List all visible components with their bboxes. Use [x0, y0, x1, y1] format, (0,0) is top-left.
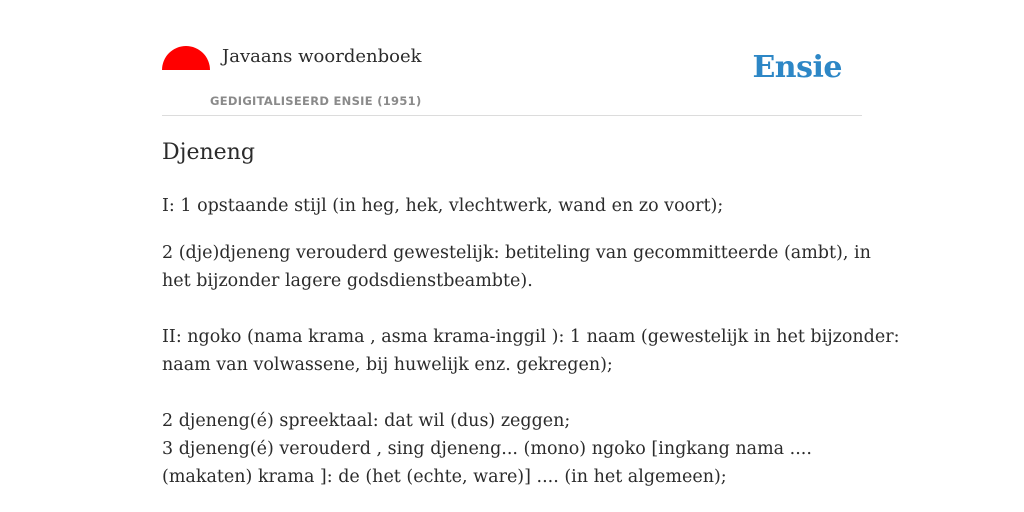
red-half-circle-icon [162, 46, 210, 94]
logo[interactable] [162, 46, 210, 94]
definition-line: naam van volwassene, bij huwelijk enz. gekregen); [162, 355, 613, 375]
page [162, 0, 900, 512]
definition-line: (makaten) krama ]: de (het (echte, ware)] .... (in het algemeen); [162, 467, 727, 487]
site-title[interactable]: Javaans woordenboek [222, 46, 422, 67]
header-divider [162, 115, 862, 116]
site-subtitle: GEDIGITALISEERD ENSIE (1951) [210, 94, 422, 108]
definition-line: 3 djeneng(é) verouderd , sing djeneng... (mono) ngoko [ingkang nama .... [162, 439, 812, 459]
definition-line: het bijzonder lagere godsdienstbeambte). [162, 271, 533, 291]
definition-line: I: 1 opstaande stijl (in heg, hek, vlechtwerk, wand en zo voort); [162, 196, 724, 216]
definition-line: 2 (dje)djeneng verouderd gewestelijk: betiteling van gecommitteerde (ambt), in [162, 243, 871, 263]
brand-logo[interactable]: Ensie [752, 50, 842, 85]
entry-headword: Djeneng [162, 140, 255, 165]
definition-line: 2 djeneng(é) spreektaal: dat wil (dus) zeggen; [162, 411, 571, 431]
entry-definition [162, 192, 900, 491]
definition-line: II: ngoko (nama krama , asma krama-inggil ): 1 naam (gewestelijk in het bijzonder: [162, 327, 900, 347]
